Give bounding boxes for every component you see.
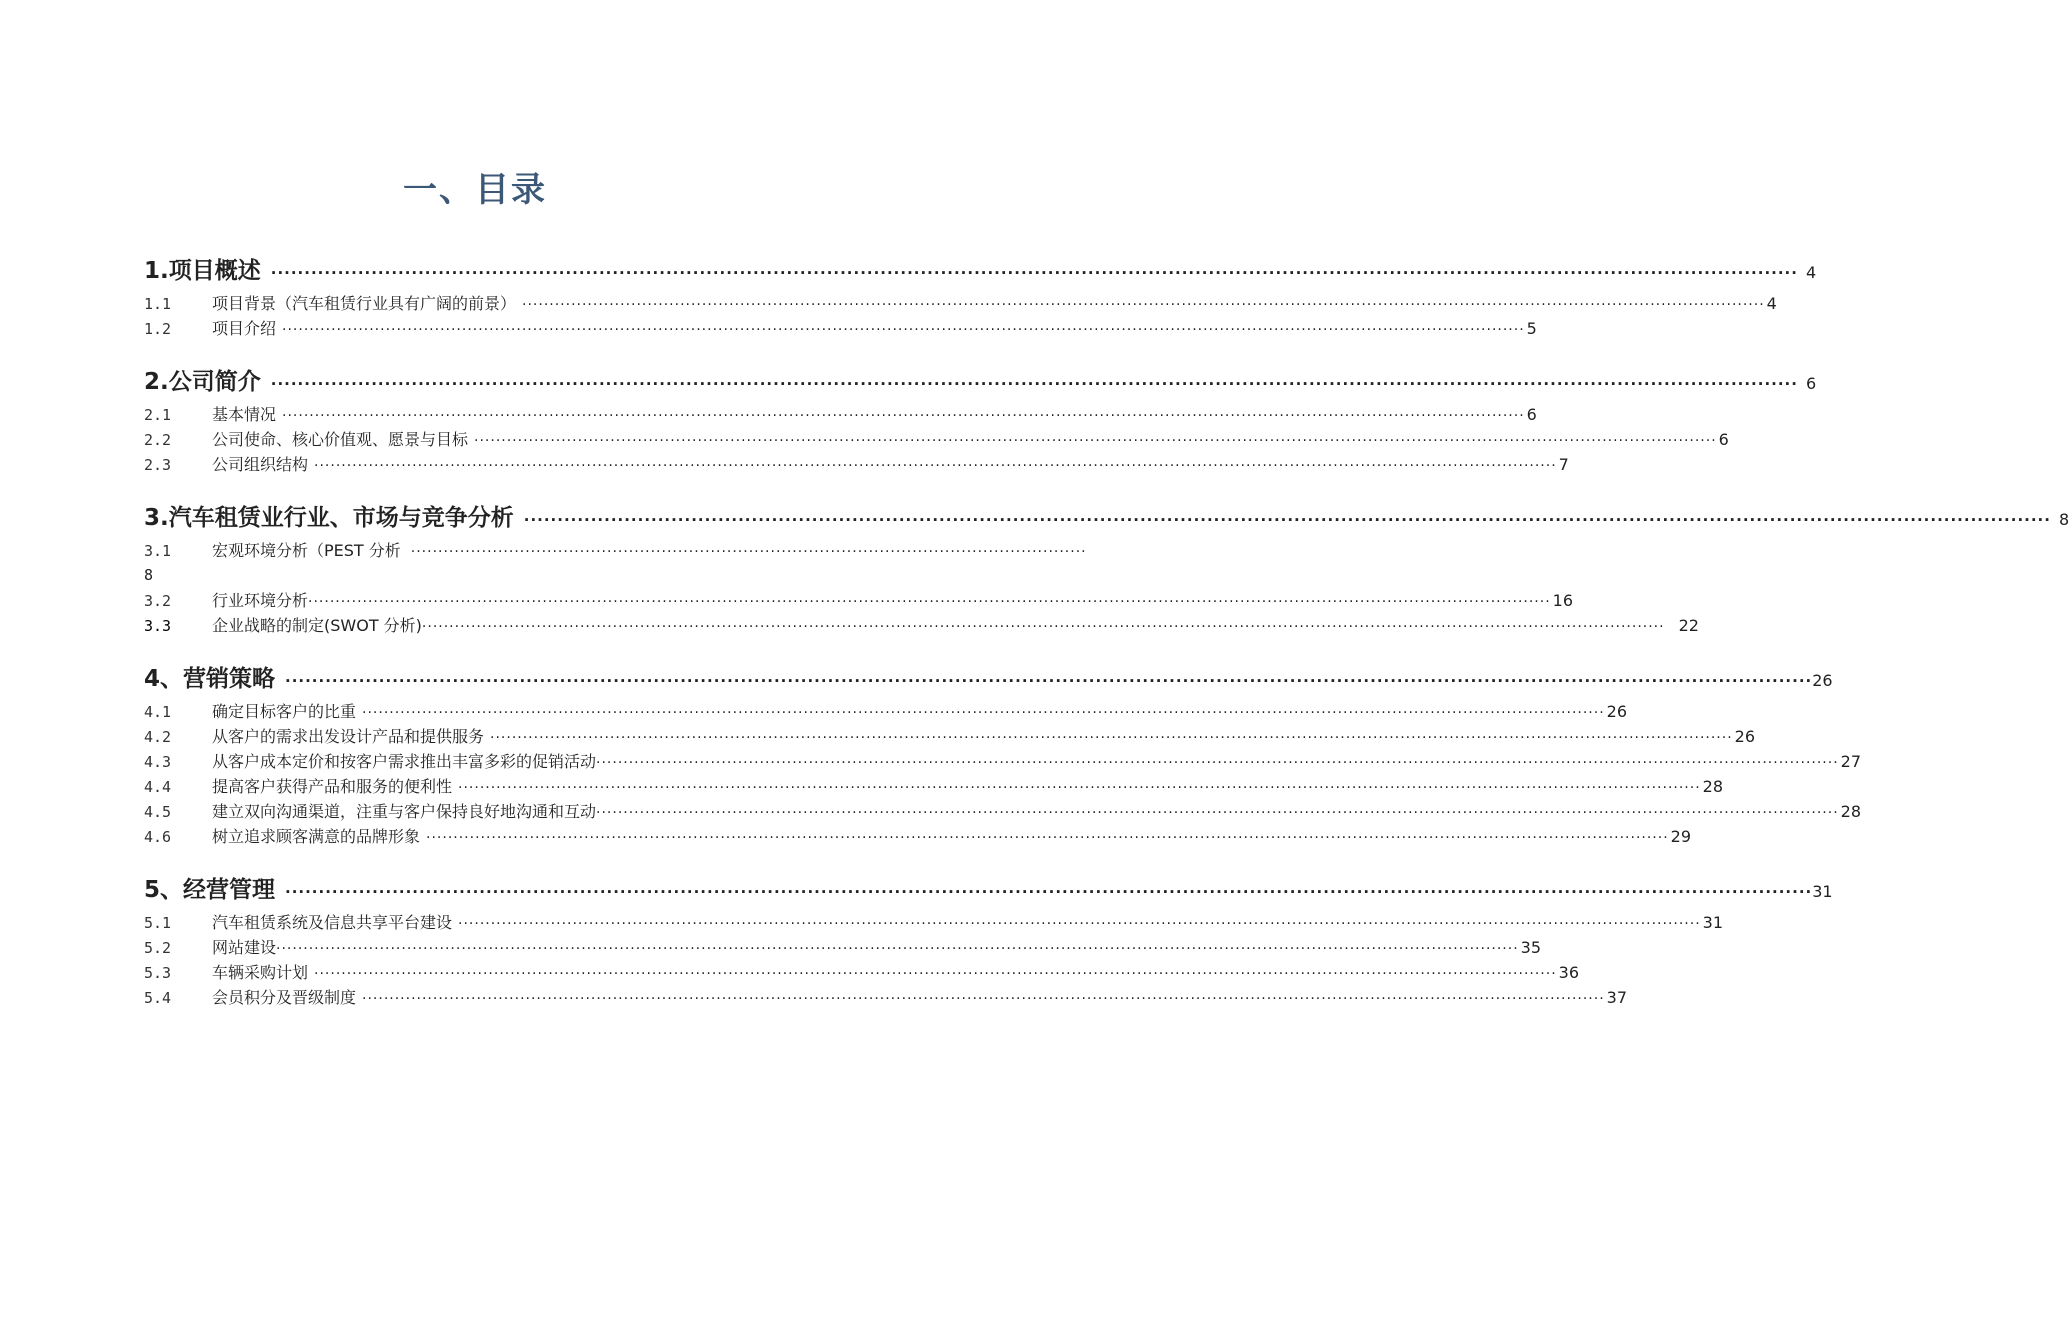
toc-heading-3[interactable]: [144, 501, 2069, 535]
toc-item-label: 公司组织结构: [212, 455, 309, 474]
toc-heading-2[interactable]: [144, 365, 1817, 399]
toc-page-number: 31: [1812, 882, 1833, 901]
toc-item-label: 确定目标客户的比重: [212, 702, 357, 721]
toc-page-number: 16: [1552, 591, 1574, 610]
toc-item-number: 4.2: [144, 728, 172, 746]
toc-item-4-5[interactable]: [144, 799, 1862, 824]
toc-item-4-3[interactable]: [144, 749, 1862, 774]
toc-item-number: 4.3: [144, 753, 172, 771]
toc-page-number: 31: [1702, 913, 1724, 932]
toc-item-label: 项目背景（汽车租赁行业具有广阔的前景）: [212, 294, 517, 313]
toc-heading-label: 5、经营管理: [144, 877, 276, 903]
dot-leader: [362, 987, 1605, 1012]
toc-section-3: [144, 501, 2069, 638]
toc-item-number: 2.1: [144, 406, 172, 424]
toc-heading-label: 4、营销策略: [144, 666, 276, 692]
toc-item-label: 车辆采购计划: [212, 963, 309, 982]
toc-item-number: 1.1: [144, 295, 172, 313]
toc-item-label: 项目介绍: [212, 319, 277, 338]
dot-leader: [458, 776, 1701, 801]
toc-item-number: 3.1: [144, 542, 172, 560]
toc-item-1-2[interactable]: [144, 316, 1537, 341]
toc-section-2: [144, 365, 1817, 477]
toc-item-3-3[interactable]: [144, 613, 1699, 638]
toc-item-label: 网站建设: [212, 938, 277, 957]
toc-item-4-2[interactable]: [144, 724, 1756, 749]
toc-item-label: 树立追求顾客满意的品牌形象: [212, 827, 421, 846]
toc-page-number: 26: [1606, 702, 1628, 721]
toc-item-number: 2.3: [144, 456, 172, 474]
toc-heading-label: 3.汽车租赁业行业、市场与竞争分析: [144, 505, 514, 531]
toc-item-number: 4.1: [144, 703, 172, 721]
dot-leader: [490, 726, 1733, 751]
toc-item-label: 会员积分及晋级制度: [212, 988, 357, 1007]
toc-page-number: 6: [1805, 374, 1817, 393]
toc-section-4: [144, 662, 1862, 849]
toc-page-number: 27: [1840, 752, 1862, 771]
toc-page-number: 28: [1702, 777, 1724, 796]
dot-leader: ····························································································································: [410, 544, 1087, 560]
dot-leader: [422, 615, 1665, 640]
toc-item-label: 基本情况: [212, 405, 277, 424]
toc-page-number: 4: [1766, 294, 1777, 313]
toc-heading-1[interactable]: [144, 254, 1817, 288]
toc-item-number: 5.4: [144, 989, 172, 1007]
table-of-contents: [144, 254, 2069, 1010]
toc-item-3-1[interactable]: [144, 538, 1087, 588]
dot-leader: [314, 962, 1557, 987]
dot-leader: [458, 912, 1701, 937]
toc-item-label: 企业战略的制定(SWOT 分析): [212, 616, 422, 635]
toc-item-5-1[interactable]: [144, 910, 1724, 935]
toc-item-number: 2.2: [144, 431, 172, 449]
toc-item-label: 从客户成本定价和按客户需求推出丰富多彩的促销活动: [212, 752, 597, 771]
toc-page-number: 5: [1526, 319, 1537, 338]
dot-leader: [426, 826, 1669, 851]
toc-item-label: 从客户的需求出发设计产品和提供服务: [212, 727, 485, 746]
toc-item-4-1[interactable]: [144, 699, 1628, 724]
dot-leader: [276, 937, 1519, 962]
toc-page-number: 4: [1805, 263, 1817, 282]
dot-leader: [285, 875, 1812, 909]
toc-page-number: 7: [1558, 455, 1569, 474]
dot-leader: [362, 701, 1605, 726]
toc-page-number: 36: [1558, 963, 1580, 982]
toc-item-number: 5.1: [144, 914, 172, 932]
toc-page-number: 8: [144, 566, 154, 584]
toc-item-3-2[interactable]: [144, 588, 1574, 613]
dot-leader: [285, 664, 1812, 698]
toc-page-number: 26: [1734, 727, 1756, 746]
dot-leader: [271, 367, 1798, 401]
toc-item-number: 5.2: [144, 939, 172, 957]
toc-page-number: 37: [1606, 988, 1628, 1007]
toc-heading-label: 2.公司简介: [144, 369, 261, 395]
toc-item-number: 4.5: [144, 803, 172, 821]
toc-item-label: 建立双向沟通渠道，注重与客户保持良好地沟通和互动: [212, 802, 597, 821]
dot-leader: [596, 751, 1839, 776]
toc-item-number: 3.2: [144, 592, 172, 610]
toc-item-2-2[interactable]: [144, 427, 1729, 452]
toc-item-5-3[interactable]: [144, 960, 1580, 985]
toc-item-5-2[interactable]: [144, 935, 1542, 960]
toc-item-label: 宏观环境分析（PEST 分析: [212, 541, 401, 560]
toc-item-2-1[interactable]: [144, 402, 1537, 427]
toc-item-5-4[interactable]: [144, 985, 1628, 1010]
toc-page-number: 28: [1840, 802, 1862, 821]
toc-item-4-6[interactable]: [144, 824, 1692, 849]
dot-leader: [524, 503, 2051, 537]
toc-item-label: 公司使命、核心价值观、愿景与目标: [212, 430, 469, 449]
toc-section-1: [144, 254, 1817, 341]
dot-leader: [282, 404, 1525, 429]
dot-leader: [271, 256, 1798, 290]
toc-page-number: 22: [1678, 616, 1699, 635]
toc-item-number: 1.2: [144, 320, 172, 338]
toc-heading-4[interactable]: [144, 662, 1833, 696]
toc-page-number: 8: [2058, 510, 2069, 529]
toc-item-number: 3.3: [144, 617, 172, 635]
toc-item-1-1[interactable]: [144, 291, 1777, 316]
toc-item-number: 5.3: [144, 964, 172, 982]
toc-item-number: 4.4: [144, 778, 172, 796]
toc-page-number: 6: [1718, 430, 1729, 449]
toc-heading-label: 1.项目概述: [144, 258, 261, 284]
dot-leader: [308, 590, 1551, 615]
dot-leader: [282, 318, 1525, 343]
page-title: 一、目录: [403, 170, 547, 210]
dot-leader: [314, 454, 1557, 479]
dot-leader: [522, 293, 1765, 318]
toc-heading-5[interactable]: [144, 873, 1833, 907]
toc-item-4-4[interactable]: [144, 774, 1724, 799]
dot-leader: [474, 429, 1717, 454]
toc-item-number: 4.6: [144, 828, 172, 846]
toc-page-number: 6: [1526, 405, 1537, 424]
toc-item-label: 行业环境分析: [212, 591, 309, 610]
toc-page-number: 29: [1670, 827, 1692, 846]
toc-section-5: [144, 873, 1833, 1010]
toc-item-label: 汽车租赁系统及信息共享平台建设: [212, 913, 453, 932]
toc-page-number: 35: [1520, 938, 1542, 957]
dot-leader: [596, 801, 1839, 826]
toc-page-number: 26: [1812, 671, 1833, 690]
toc-item-2-3[interactable]: [144, 452, 1569, 477]
toc-item-label: 提高客户获得产品和服务的便利性: [212, 777, 453, 796]
